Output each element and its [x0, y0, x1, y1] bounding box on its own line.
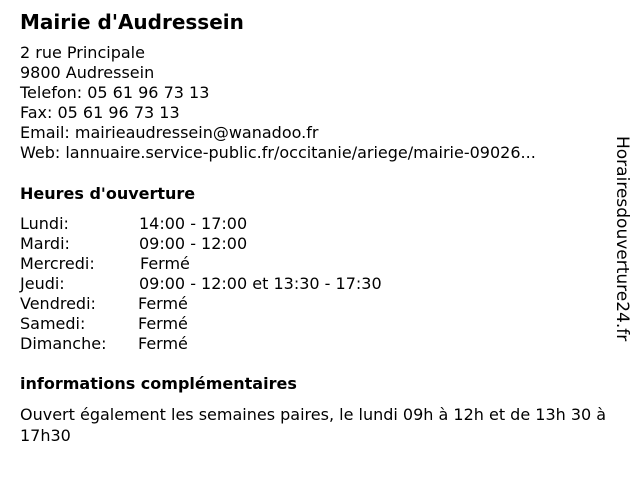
day-label: Dimanche: [20, 334, 107, 353]
hours-heading: Heures d'ouverture [20, 184, 196, 203]
day-hours: 09:00 - 12:00 et 13:30 - 17:30 [139, 274, 382, 293]
day-hours: 09:00 - 12:00 [139, 234, 248, 253]
info-heading: informations complémentaires [20, 374, 297, 393]
day-hours: Fermé [138, 294, 188, 313]
contact-block [20, 43, 536, 163]
web-text: Web: lannuaire.service-public.fr/occitanie/ariege/mairie-09026... [20, 143, 536, 162]
page-title: Mairie d'Audressein [20, 10, 244, 34]
day-hours: Fermé [140, 254, 190, 273]
day-label: Mercredi: [20, 254, 95, 273]
day-label: Mardi: [20, 234, 70, 253]
day-hours: Fermé [138, 334, 188, 353]
day-label: Vendredi: [20, 294, 96, 313]
address-city: 9800 Audressein [20, 63, 155, 82]
fax-text: Fax: 05 61 96 73 13 [20, 103, 180, 122]
site-watermark: Horairesdouverture24.fr [612, 136, 632, 342]
day-hours: Fermé [138, 314, 188, 333]
address-street: 2 rue Principale [20, 43, 145, 62]
phone-text: Telefon: 05 61 96 73 13 [20, 83, 210, 102]
day-hours: 14:00 - 17:00 [139, 214, 248, 233]
day-label: Lundi: [20, 214, 69, 233]
day-label: Samedi: [20, 314, 86, 333]
day-label: Jeudi: [20, 274, 65, 293]
info-text: Ouvert également les semaines paires, le lundi 09h à 12h et de 13h 30 à 17h30 [20, 405, 607, 445]
email-text: Email: mairieaudressein@wanadoo.fr [20, 123, 319, 142]
